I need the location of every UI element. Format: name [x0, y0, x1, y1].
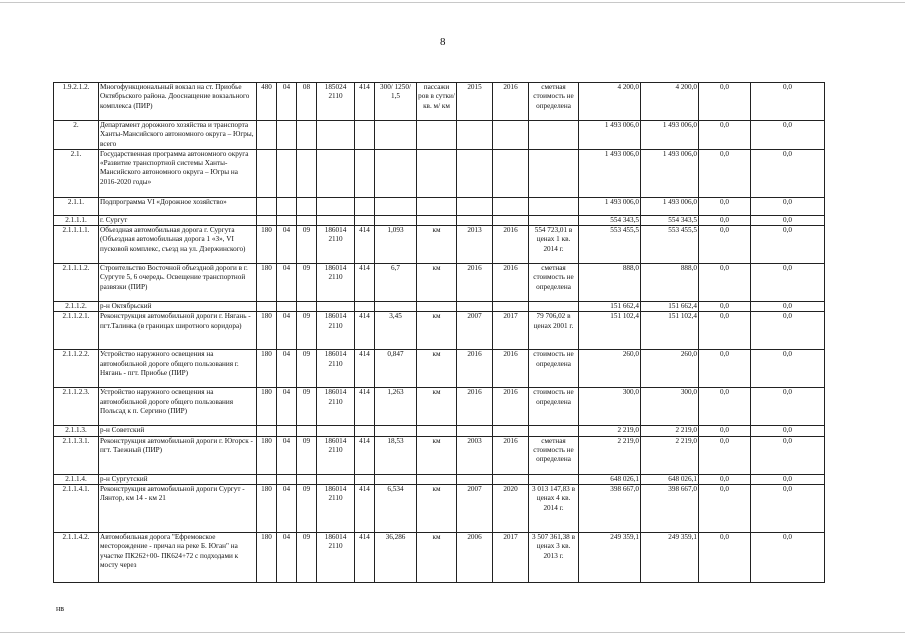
table-cell: 09	[297, 485, 317, 533]
table-cell: Многофункциональный вокзал на ст. Приобье Октябрьского района. Дооснащение вокзального комплекса (ПИР)	[99, 83, 257, 121]
table-cell: 0,0	[751, 533, 825, 583]
table-cell: 1 493 006,0	[641, 149, 699, 197]
table-cell: 554 723,01 в ценах 1 кв. 2014 г.	[529, 226, 579, 264]
table-cell: 1 493 006,0	[579, 121, 641, 150]
table-cell	[529, 426, 579, 436]
table-cell: 186014 2110	[317, 533, 355, 583]
table-cell	[529, 474, 579, 484]
table-cell: 414	[355, 312, 375, 350]
table-cell: 2016	[493, 226, 529, 264]
table-cell: 0,0	[699, 302, 751, 312]
table-cell: 2016	[493, 350, 529, 388]
table-cell	[355, 426, 375, 436]
table-cell: 414	[355, 388, 375, 426]
table-cell: 09	[297, 436, 317, 474]
table-cell: Реконструкция автомобильной дороги г. Нягань - пгт.Талинка (в границах широтного коридора)	[99, 312, 257, 350]
table-cell: 04	[277, 312, 297, 350]
table-cell: 0,0	[699, 388, 751, 426]
table-cell: Реконструкция автомобильной дороги г. Югорск - пгт. Таежный (ПИР)	[99, 436, 257, 474]
table-cell: 0,0	[751, 474, 825, 484]
table-row	[54, 264, 825, 302]
table-cell	[355, 121, 375, 150]
table-cell: 0,0	[751, 388, 825, 426]
table-cell: 414	[355, 83, 375, 121]
table-cell: 2.1.1.2.2.	[54, 350, 99, 388]
table-cell: 2 219,0	[579, 436, 641, 474]
table-cell	[529, 302, 579, 312]
table-cell: 0,0	[751, 485, 825, 533]
table-row	[54, 485, 825, 533]
table-cell: 04	[277, 83, 297, 121]
table-cell: 260,0	[641, 350, 699, 388]
table-cell: 180	[257, 226, 277, 264]
table-cell	[529, 215, 579, 225]
table-cell: 2016	[493, 436, 529, 474]
table-cell: сметная стоимость не определена	[529, 83, 579, 121]
table-cell	[493, 197, 529, 215]
table-cell	[277, 426, 297, 436]
table-cell: 0,0	[699, 121, 751, 150]
table-cell: 2 219,0	[641, 426, 699, 436]
table-cell: 79 706,02 в ценах 2001 г.	[529, 312, 579, 350]
table-cell	[257, 197, 277, 215]
table-cell: 554 343,5	[641, 215, 699, 225]
table-cell: км	[417, 388, 457, 426]
table-cell	[277, 215, 297, 225]
table-cell: 2007	[457, 485, 493, 533]
table-cell: Государственная программа автономного округа «Развитие транспортной системы Ханты-Мансийского автономного округа – Югры на 2016-2020 годы»	[99, 149, 257, 197]
table-cell	[317, 426, 355, 436]
table-cell	[417, 121, 457, 150]
table-cell	[317, 474, 355, 484]
table-cell: 3 507 361,38 в ценах 3 кв. 2013 г.	[529, 533, 579, 583]
table-cell	[529, 121, 579, 150]
table-row	[54, 388, 825, 426]
table-cell: 1 493 006,0	[579, 149, 641, 197]
table-cell: 2.1.1.4.2.	[54, 533, 99, 583]
table-cell: 888,0	[641, 264, 699, 302]
table-cell: 2.1.1.2.1.	[54, 312, 99, 350]
table-cell: км	[417, 533, 457, 583]
table-cell: 0,0	[699, 83, 751, 121]
table-cell: сметная стоимость не определена	[529, 264, 579, 302]
table-cell	[317, 121, 355, 150]
table-cell	[375, 474, 417, 484]
table-cell: 554 343,5	[579, 215, 641, 225]
table-cell	[355, 474, 375, 484]
table-cell: 4 200,0	[579, 83, 641, 121]
table-cell: 414	[355, 436, 375, 474]
table-cell: 1,263	[375, 388, 417, 426]
table-cell	[297, 302, 317, 312]
table-cell: 3 013 147,83 в ценах 4 кв. 2014 г.	[529, 485, 579, 533]
table-cell: 414	[355, 226, 375, 264]
table-cell: 300,0	[579, 388, 641, 426]
table-cell: 4 200,0	[641, 83, 699, 121]
table-cell: 2016	[457, 388, 493, 426]
table-cell	[457, 426, 493, 436]
table-cell: стоимость не определена	[529, 350, 579, 388]
table-row	[54, 121, 825, 150]
table-cell: 0,0	[699, 436, 751, 474]
table-row	[54, 350, 825, 388]
table-cell	[277, 121, 297, 150]
table-cell: Реконструкция автомобильной дороги Сургут - Лянтор, км 14 - км 21	[99, 485, 257, 533]
table-row	[54, 302, 825, 312]
table-cell: 2.1.1.4.	[54, 474, 99, 484]
table-cell	[417, 302, 457, 312]
table-cell: 186014 2110	[317, 226, 355, 264]
table-row	[54, 426, 825, 436]
table-row	[54, 226, 825, 264]
table-cell: 04	[277, 226, 297, 264]
table-cell	[375, 426, 417, 436]
table-cell: 480	[257, 83, 277, 121]
table-cell: 151 102,4	[579, 312, 641, 350]
footer-mark: нв	[56, 604, 65, 613]
table-cell: 2.	[54, 121, 99, 150]
table-cell: 180	[257, 533, 277, 583]
table-cell: 2.1.1.2.	[54, 302, 99, 312]
table-cell	[457, 474, 493, 484]
page-top-edge	[0, 2, 905, 3]
table-cell: 04	[277, 350, 297, 388]
table-cell	[457, 121, 493, 150]
table-cell: Автомобильная дорога "Ефремовское месторождение - причал на реке Б. Юган" на участке ПК262+00- ПК624+72 с подходами к мосту через	[99, 533, 257, 583]
table-cell: км	[417, 436, 457, 474]
table-cell: 151 662,4	[579, 302, 641, 312]
table-cell: 249 359,1	[641, 533, 699, 583]
table-cell: км	[417, 312, 457, 350]
table-cell	[317, 197, 355, 215]
table-cell	[355, 197, 375, 215]
table-cell: 36,286	[375, 533, 417, 583]
table-cell: 553 455,5	[579, 226, 641, 264]
table-cell: 0,0	[751, 149, 825, 197]
table-row	[54, 215, 825, 225]
table-cell: 2015	[457, 83, 493, 121]
table-cell: стоимость не определена	[529, 388, 579, 426]
table-cell: 1.9.2.1.2.	[54, 83, 99, 121]
table-cell: 2016	[457, 264, 493, 302]
table-cell: 09	[297, 533, 317, 583]
table-cell: 2.1.1.1.	[54, 215, 99, 225]
table-cell: 1 493 006,0	[641, 121, 699, 150]
table-cell: 2 219,0	[579, 426, 641, 436]
table-cell: 2.1.1.2.3.	[54, 388, 99, 426]
table-cell	[297, 474, 317, 484]
table-cell: 186014 2110	[317, 312, 355, 350]
table-cell	[257, 121, 277, 150]
table-row	[54, 83, 825, 121]
table-cell	[375, 215, 417, 225]
table-cell	[417, 197, 457, 215]
table-cell	[355, 215, 375, 225]
table-cell	[317, 149, 355, 197]
table-cell	[355, 149, 375, 197]
table-cell	[529, 197, 579, 215]
table-cell	[493, 121, 529, 150]
table-cell: 1,093	[375, 226, 417, 264]
table-cell	[457, 197, 493, 215]
table-cell: 300,0	[641, 388, 699, 426]
table-cell: 0,0	[699, 264, 751, 302]
table-cell: 09	[297, 312, 317, 350]
table-cell	[277, 474, 297, 484]
table-cell: 2017	[493, 312, 529, 350]
table-cell: 2.1.1.4.1.	[54, 485, 99, 533]
table-cell: 0,0	[751, 226, 825, 264]
table-cell	[317, 215, 355, 225]
table-cell: 2 219,0	[641, 436, 699, 474]
table-cell: 3,45	[375, 312, 417, 350]
table-cell	[493, 474, 529, 484]
table-cell	[257, 215, 277, 225]
table-cell: 2013	[457, 226, 493, 264]
table-cell: 398 667,0	[579, 485, 641, 533]
table-cell	[277, 149, 297, 197]
table-cell	[257, 149, 277, 197]
table-body	[54, 83, 825, 583]
table-cell: 2.1.	[54, 149, 99, 197]
table-cell	[457, 302, 493, 312]
table-cell	[493, 426, 529, 436]
table-cell: 6,534	[375, 485, 417, 533]
table-cell: 888,0	[579, 264, 641, 302]
table-cell: р-н Сургутский	[99, 474, 257, 484]
table-cell: 2016	[493, 388, 529, 426]
table-cell: 151 102,4	[641, 312, 699, 350]
table-cell: 300/ 1250/ 1,5	[375, 83, 417, 121]
table-cell: 2006	[457, 533, 493, 583]
table-cell: Подпрограмма VI «Дорожное хозяйство»	[99, 197, 257, 215]
table-row	[54, 312, 825, 350]
table-cell: км	[417, 264, 457, 302]
table-cell: 0,0	[751, 121, 825, 150]
table-cell	[417, 474, 457, 484]
table-cell: 414	[355, 350, 375, 388]
table-cell: 04	[277, 388, 297, 426]
table-cell: 260,0	[579, 350, 641, 388]
table-cell: 185024 2110	[317, 83, 355, 121]
table-cell: 18,53	[375, 436, 417, 474]
page-number: 8	[440, 36, 446, 48]
table-cell: 0,0	[751, 436, 825, 474]
table-cell: 2.1.1.3.1.	[54, 436, 99, 474]
table-cell	[493, 215, 529, 225]
table-cell: 04	[277, 436, 297, 474]
table-cell: 0,0	[699, 215, 751, 225]
table-cell: Строительство Восточной объездной дороги в г. Сургуте 5, 6 очередь. Освещение транспортной развязки (ПИР)	[99, 264, 257, 302]
table-cell	[277, 197, 297, 215]
table-cell: км	[417, 350, 457, 388]
table-cell	[355, 302, 375, 312]
table-cell: 09	[297, 350, 317, 388]
table-cell: 09	[297, 388, 317, 426]
table-cell: 0,0	[751, 197, 825, 215]
table-cell: 0,0	[699, 197, 751, 215]
table-cell: сметная стоимость не определена	[529, 436, 579, 474]
table-cell: 2017	[493, 533, 529, 583]
table-cell	[417, 149, 457, 197]
table-cell: 2003	[457, 436, 493, 474]
table-cell: 414	[355, 264, 375, 302]
table-cell	[297, 426, 317, 436]
table-cell: км	[417, 485, 457, 533]
table-cell: 0,0	[751, 83, 825, 121]
table-cell: 648 026,1	[641, 474, 699, 484]
table-cell: 186014 2110	[317, 264, 355, 302]
table-cell	[457, 149, 493, 197]
table-cell: 180	[257, 312, 277, 350]
table-cell	[375, 121, 417, 150]
table-cell: Устройство наружного освещения на автомобильной дороге общего пользования г. Нягань - пгт. Приобье (ПИР)	[99, 350, 257, 388]
table-cell: 0,0	[699, 533, 751, 583]
table-cell: 08	[297, 83, 317, 121]
table-cell: 186014 2110	[317, 485, 355, 533]
table-cell: пассажи ров в сутки/ кв. м/ км	[417, 83, 457, 121]
table-row	[54, 474, 825, 484]
table-row	[54, 197, 825, 215]
table-cell: 0,0	[699, 485, 751, 533]
table-cell: 0,0	[751, 264, 825, 302]
table-cell: 2007	[457, 312, 493, 350]
table-cell: р-н Октябрьский	[99, 302, 257, 312]
table-cell: 0,0	[751, 312, 825, 350]
table-cell	[375, 302, 417, 312]
table-cell	[317, 302, 355, 312]
table-cell: 0,0	[699, 226, 751, 264]
table-cell: 648 026,1	[579, 474, 641, 484]
table-cell	[277, 302, 297, 312]
table-cell	[417, 215, 457, 225]
table-cell: 0,0	[699, 350, 751, 388]
table-cell: 2.1.1.	[54, 197, 99, 215]
table-cell: 249 359,1	[579, 533, 641, 583]
table-cell: 0,0	[751, 350, 825, 388]
table-cell: 180	[257, 436, 277, 474]
table-row	[54, 149, 825, 197]
table-cell: 186014 2110	[317, 388, 355, 426]
table-cell	[493, 149, 529, 197]
table-cell: 2.1.1.1.2.	[54, 264, 99, 302]
table-cell: 0,0	[699, 426, 751, 436]
table-cell: 414	[355, 533, 375, 583]
table-cell: 180	[257, 264, 277, 302]
table-cell: 0,0	[699, 149, 751, 197]
table-cell: 1 493 006,0	[579, 197, 641, 215]
table-cell	[297, 197, 317, 215]
investment-table	[53, 82, 825, 583]
table-cell	[257, 426, 277, 436]
table-cell: 04	[277, 264, 297, 302]
table-cell: 09	[297, 226, 317, 264]
table-cell: 180	[257, 350, 277, 388]
table-cell: 0,0	[699, 474, 751, 484]
table-cell: 04	[277, 485, 297, 533]
table-cell: 0,0	[751, 426, 825, 436]
table-cell: Устройство наружного освещения на автомобильной дороге общего пользования Польсад к п. Сергино (ПИР)	[99, 388, 257, 426]
table-cell	[417, 426, 457, 436]
table-cell	[297, 121, 317, 150]
table-cell: 04	[277, 533, 297, 583]
table-cell: 553 455,5	[641, 226, 699, 264]
table-cell: 414	[355, 485, 375, 533]
table-cell: Объездная автомобильная дорога г. Сургута (Объездная автомобильная дорога 1 «З», VI пусковой комплекс, съезд на ул. Дзержинского)	[99, 226, 257, 264]
table-cell: 2016	[493, 83, 529, 121]
table-cell	[297, 149, 317, 197]
table-cell	[257, 302, 277, 312]
table-row	[54, 436, 825, 474]
table-cell: 1 493 006,0	[641, 197, 699, 215]
table-cell: км	[417, 226, 457, 264]
page-bottom-edge	[0, 632, 905, 633]
table-cell: 398 667,0	[641, 485, 699, 533]
table-cell	[375, 197, 417, 215]
table-cell: 0,847	[375, 350, 417, 388]
table-cell: р-н Советский	[99, 426, 257, 436]
table-cell: 2016	[457, 350, 493, 388]
table-cell: 151 662,4	[641, 302, 699, 312]
table-cell: 186014 2110	[317, 436, 355, 474]
table-cell	[493, 302, 529, 312]
table-cell	[529, 149, 579, 197]
table-cell: 2.1.1.3.	[54, 426, 99, 436]
table-cell: 09	[297, 264, 317, 302]
table-cell	[375, 149, 417, 197]
table-cell: 0,0	[751, 215, 825, 225]
table-cell	[457, 215, 493, 225]
table-cell: 186014 2110	[317, 350, 355, 388]
table-cell: 2020	[493, 485, 529, 533]
table-cell: г. Сургут	[99, 215, 257, 225]
table-cell: Департамент дорожного хозяйства и транспорта Ханты-Мансийского автономного округа – Югры, всего	[99, 121, 257, 150]
table-cell: 2016	[493, 264, 529, 302]
table-cell: 180	[257, 388, 277, 426]
table-cell	[297, 215, 317, 225]
table-row	[54, 533, 825, 583]
table-cell	[257, 474, 277, 484]
table-cell: 0,0	[751, 302, 825, 312]
table-cell: 2.1.1.1.1.	[54, 226, 99, 264]
table-cell: 0,0	[699, 312, 751, 350]
table-cell: 180	[257, 485, 277, 533]
table-cell: 6,7	[375, 264, 417, 302]
